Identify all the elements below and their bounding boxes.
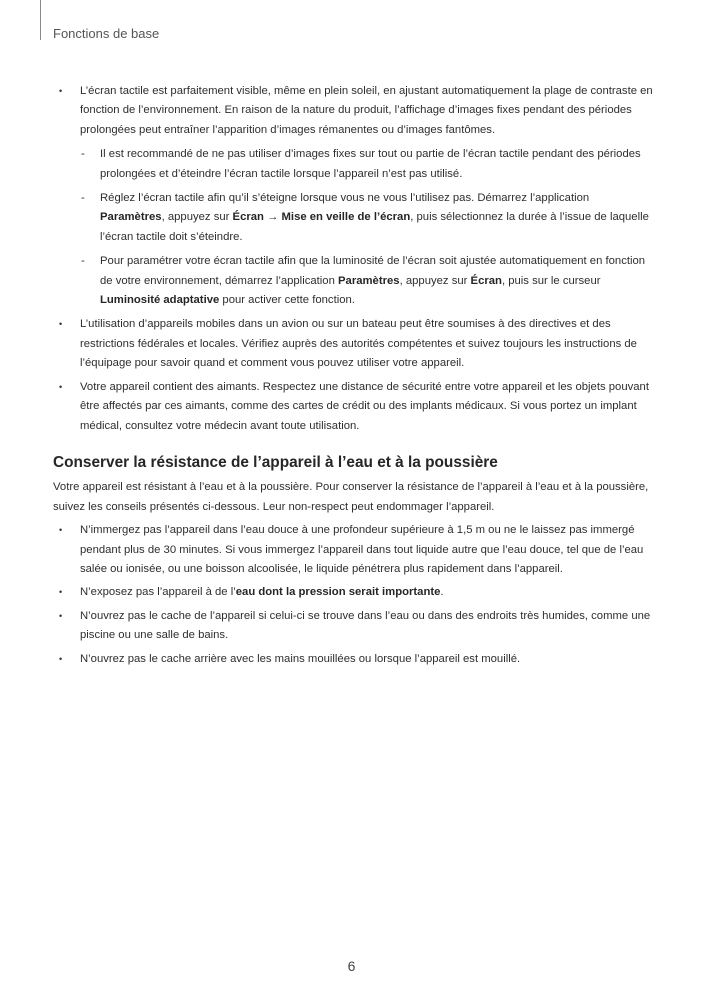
header-rule — [40, 0, 41, 40]
bold-text: Luminosité adaptative — [100, 294, 220, 307]
bullet-list-water — [53, 521, 653, 669]
list-item — [53, 521, 653, 579]
page-number: 6 — [347, 958, 356, 974]
text-run: Pour paramétrer votre écran tactile afin que la luminosité de l’écran soit ajustée automatiquement en fonction de votre environnement, démarrez l’application — [100, 255, 646, 287]
text-run: , appuyez sur — [161, 211, 233, 224]
list-item — [80, 189, 653, 247]
list-item — [53, 583, 653, 602]
list-item — [53, 650, 653, 669]
bullet-text: L’utilisation d’appareils mobiles dans un avion ou sur un bateau peut être soumises à des directives et des restrictions fédérales et locales. Vérifiez auprès des autorités compétentes et suivez toujours les instructions de l’équipage pour savoir quand et comment vous pouvez utiliser votre appareil. — [80, 318, 637, 370]
text-run: . — [440, 586, 444, 599]
section-heading: Conserver la résistance de l’appareil à l’eau et à la poussière — [53, 453, 498, 471]
bullet-list-screen — [53, 82, 653, 436]
text-run: pour activer cette fonction. — [219, 294, 355, 307]
page-content — [53, 82, 653, 673]
bold-text: Paramètres — [100, 211, 162, 224]
list-item — [53, 315, 653, 373]
section-header: Fonctions de base — [53, 26, 160, 41]
bullet-text: N’immergez pas l’appareil dans l’eau douce à une profondeur supérieure à 1,5 m ou ne le laissez pas immergé pendant plus de 30 minutes. Si vous immergez l’appareil dans tout liquide autre que l’eau douce, tel que de l’eau salée ou ionisée, ou une boisson alcoolisée, le liquide pénétrera plus rapidement dans l’appareil. — [80, 524, 644, 575]
text-run: N’exposez pas l’appareil à de l’ — [80, 586, 236, 599]
bold-text: Paramètres — [338, 274, 400, 287]
list-item — [53, 607, 653, 646]
text-run: Réglez l’écran tactile afin qu’il s’éteigne lorsque vous ne vous l’utilisez pas. Démarrez l’application — [100, 192, 590, 205]
bullet-text: L’écran tactile est parfaitement visible, même en plein soleil, en ajustant automatiquement la plage de contraste en fonction de l’environnement. En raison de la nature du produit, l’affichage d’images fixes pendant des périodes prolongées peut entraîner l’apparition d’images rémanentes ou d’images fantômes. — [80, 85, 653, 136]
list-item — [53, 82, 653, 310]
list-item — [80, 145, 653, 184]
bold-text: Écran — [470, 274, 502, 287]
dash-list — [80, 145, 653, 310]
bold-text: Écran — [232, 211, 264, 224]
arrow-text: → — [263, 211, 282, 224]
bullet-text: Votre appareil contient des aimants. Respectez une distance de sécurité entre votre appareil et les objets pouvant être affectés par ces aimants, comme des cartes de crédit ou des implants médicaux. Si vous portez un implant médical, consultez votre médecin avant toute utilisation. — [80, 380, 649, 432]
bold-text: eau dont la pression serait importante — [235, 586, 441, 599]
bullet-text: N’ouvrez pas le cache arrière avec les mains mouillées ou lorsque l’appareil est mouillé. — [80, 652, 521, 665]
section-intro: Votre appareil est résistant à l’eau et à la poussière. Pour conserver la résistance de l’appareil à l’eau et à la poussière, suivez les conseils présentés ci-dessous. Leur non-respect peut endommager l’appareil. — [53, 481, 649, 513]
bullet-text: N’ouvrez pas le cache de l’appareil si celui-ci se trouve dans l’eau ou dans des endroits très humides, comme une piscine ou une salle de bains. — [80, 609, 651, 642]
list-item — [80, 252, 653, 310]
dash-text: Il est recommandé de ne pas utiliser d’images fixes sur tout ou partie de l’écran tactile pendant des périodes prolongées et d’éteindre l’écran tactile lorsque l’appareil n’est pas utilisé. — [100, 148, 641, 180]
text-run: , puis sur le curseur — [501, 274, 601, 287]
bold-text: Mise en veille de l’écran — [281, 211, 411, 224]
list-item — [53, 378, 653, 436]
text-run: , puis sélectionnez la durée à l’issue de laquelle l’écran tactile doit s’éteindre. — [100, 211, 649, 243]
text-run: , appuyez sur — [399, 274, 471, 287]
